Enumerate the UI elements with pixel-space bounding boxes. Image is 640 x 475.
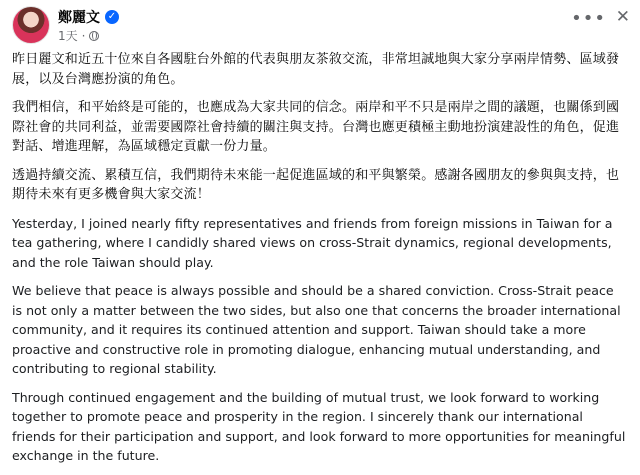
close-icon[interactable]: ✕ [615,7,630,27]
post-timestamp[interactable]: 1天 [58,29,78,43]
post-header [12,6,630,46]
post-paragraph-zh-1: 昨日麗文和近五十位來自各國駐台外館的代表與朋友茶敘交流，非常坦誠地與大家分享兩岸情勢、區域發展，以及台灣應扮演的角色。 [12,52,620,87]
verified-badge-icon: ✓ [105,10,119,24]
author-name-row [58,7,119,27]
post-paragraph-zh-3: 透過持續交流、累積互信，我們期待未來能一起促進區域的和平與繁榮。感謝各國朋友的參與與支持，也期待未來有更多機會與大家交流！ [12,167,620,202]
more-options-icon[interactable]: ••• [571,8,606,29]
author-name[interactable]: 鄭麗文 [58,10,100,26]
post-body [12,50,626,475]
post-paragraph-en-1: Yesterday, I joined nearly fifty representatives and friends from foreign missions in Taiwan for a tea gathering, where I candidly shared views on cross-Strait dynamics, regional developments, and the role Taiwan should play. [12,215,613,270]
post-paragraph-en-3: Through continued engagement and the building of mutual trust, we look forward to working together to promote peace and prosperity in the region. I sincerely thank our international friends for their participation and support, and look forward to more opportunities for meaningful exchange in the future. [12,389,626,463]
post-paragraph-en-2: We believe that peace is always possible and should be a shared conviction. Cross-Strait peace is not only a matter between the two sides, but also one that concerns the broader international community, and it requires its continued attention and support. Taiwan should take a more proactive and constructive role in promoting dialogue, enhancing mutual understanding, and contributing to regional stability. [12,283,621,376]
post-meta [58,27,99,44]
separator-dot: · [81,28,86,43]
author-avatar[interactable] [12,6,50,44]
post-paragraph-zh-2: 我們相信，和平始終是可能的，也應成為大家共同的信念。兩岸和平不只是兩岸之間的議題，也關係到國際社會的共同利益，並需要國際社會持續的關注與支持。台灣也應更積極主動地扮演建設性的角色，促進對話、增進理解，為區域穩定貢獻一份力量。 [12,100,620,154]
globe-icon [89,31,99,41]
